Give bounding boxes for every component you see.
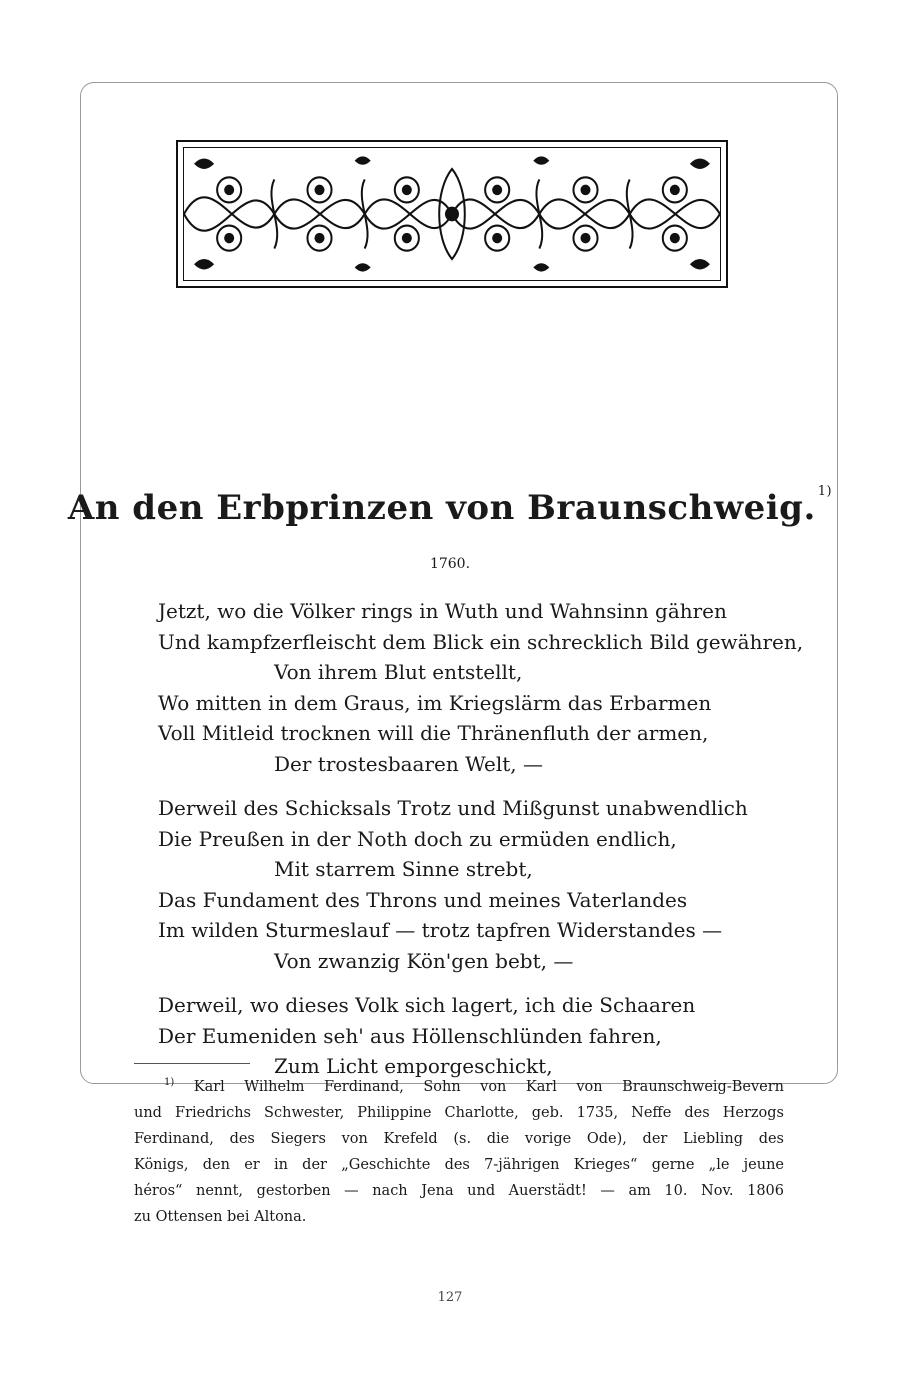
poem-year: 1760. <box>429 556 471 572</box>
verse-line: Das Fundament des Throns und meines Vaterlandes <box>158 887 688 912</box>
ornamental-header-band <box>176 140 728 288</box>
verse-line: Wo mitten in dem Graus, im Kriegslärm das Erbarmen <box>158 690 712 715</box>
stanza <box>158 793 798 976</box>
footnote-text: Karl Wilhelm Ferdinand, Sohn von Karl von Braunschweig-Bevern <box>193 1078 784 1095</box>
footnote-line: zu Ottensen bei Altona. <box>134 1208 307 1225</box>
verse-line: Zum Licht emporgeschickt, <box>274 1054 553 1078</box>
verse-line: Von zwanzig Kön'gen bebt, — <box>274 948 574 973</box>
footnote-line: und Friedrichs Schwester, Philippine Charlotte, geb. 1735, Neffe des Herzogs <box>134 1104 784 1121</box>
verse-line: Und kampfzerfleischt dem Blick ein schrecklich Bild gewähren, <box>158 629 804 654</box>
verse-line: Die Preußen in der Noth doch zu ermüden endlich, <box>158 826 677 851</box>
footnote-line: Königs, den er in der „Geschichte des 7-jährigen Krieges“ gerne „le jeune <box>134 1156 784 1173</box>
verse-line: Der trostesbaaren Welt, — <box>274 751 544 776</box>
page-number: 127 <box>437 1290 463 1305</box>
footnote-marker: 1) <box>164 1077 175 1088</box>
poem-title-text: An den Erbprinzen von Braunschweig. <box>67 488 816 528</box>
verse-line: Der Eumeniden seh' aus Höllenschlünden fahren, <box>158 1023 662 1048</box>
floral-ornament-image <box>184 148 720 280</box>
verse-line: Mit starrem Sinne strebt, <box>274 857 533 881</box>
footnote-line <box>134 1070 784 1100</box>
verse-line: Jetzt, wo die Völker rings in Wuth und Wahnsinn gähren <box>158 599 727 623</box>
poem-body <box>158 596 804 1096</box>
footnote-divider <box>134 1063 250 1064</box>
verse-line: Von ihrem Blut entstellt, <box>274 660 523 684</box>
verse-line: Voll Mitleid trocknen will die Thränenfluth der armen, <box>158 721 709 745</box>
poem-title <box>0 484 900 528</box>
verse-line: Derweil, wo dieses Volk sich lagert, ich die Schaaren <box>158 993 696 1017</box>
footnote-line: Ferdinand, des Siegers von Krefeld (s. die vorige Ode), der Liebling des <box>134 1130 784 1147</box>
verse-line: Im wilden Sturmeslauf — trotz tapfren Widerstandes — <box>158 918 723 942</box>
stanza <box>158 596 804 779</box>
footnote <box>134 1070 784 1230</box>
stanza <box>158 990 798 1082</box>
footnote-line: héros“ nennt, gestorben — nach Jena und Auerstädt! — am 10. Nov. 1806 <box>134 1182 784 1199</box>
verse-line: Derweil des Schicksals Trotz und Mißgunst unabwendlich <box>158 796 748 820</box>
title-footnote-marker: 1) <box>817 484 833 499</box>
